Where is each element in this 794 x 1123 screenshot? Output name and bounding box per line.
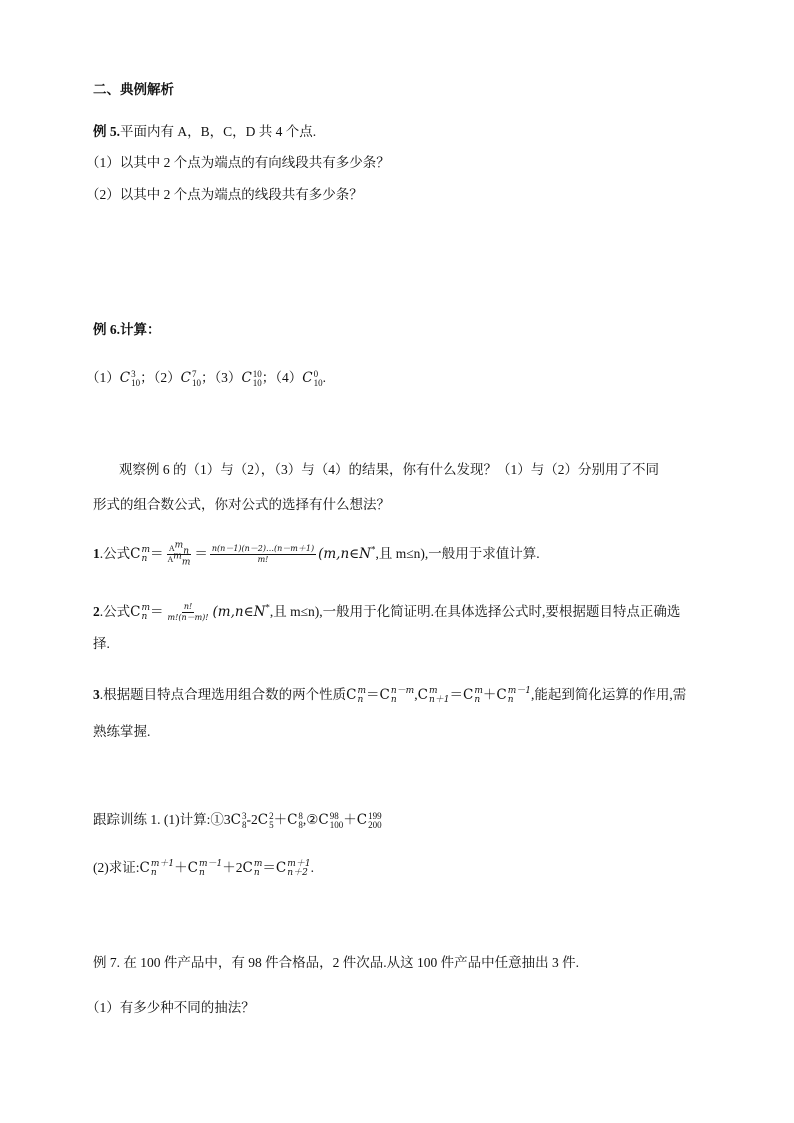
example6-item-top: 10 — [252, 368, 262, 379]
example5-label: 例 5. — [93, 124, 120, 139]
two: 2 — [302, 867, 308, 878]
n: n — [428, 694, 435, 705]
example6-item-prefix: （4） — [275, 370, 303, 385]
point3-number: 3 — [93, 687, 100, 702]
plus: ＋ — [293, 867, 303, 878]
example6-label: 例 6.计算： — [93, 322, 161, 337]
example6-item-suffix: ； — [200, 370, 215, 385]
c-symbol: C — [496, 687, 507, 703]
sup-2: 2 — [269, 810, 274, 821]
example5-q1: （1）以其中 2 个点为端点的有向线段共有多少条？ — [86, 155, 390, 170]
sup-98: 98 — [329, 810, 339, 821]
example6-item-bottom: 10 — [252, 377, 262, 388]
point1-cond2: ,且 m≤n), — [375, 546, 429, 561]
star-sup: * — [265, 602, 270, 613]
point1 — [93, 541, 540, 567]
c-symbol: C — [187, 860, 198, 876]
sup-m: m — [141, 544, 151, 555]
period: . — [310, 860, 314, 875]
c-symbol: C — [119, 370, 131, 386]
sup-199: 199 — [368, 810, 382, 821]
example6-item-suffix: ； — [140, 370, 154, 385]
frac1-den: A — [167, 555, 174, 565]
frac2-num: n(n－1)(n－2)…(n－m＋1) — [211, 544, 315, 554]
example6-item — [275, 368, 326, 388]
example5-statement — [93, 122, 316, 142]
example6-item-top: 3 — [131, 368, 136, 379]
example6-items — [86, 368, 326, 388]
sub-n: n — [253, 867, 260, 878]
example7-text: 例 7. 在 100 件产品中，有 98 件合格品，2 件次品.从这 100 件产品中任意抽出 3 件. — [93, 955, 579, 970]
example6-item — [86, 368, 154, 388]
one: 1 — [443, 694, 450, 705]
m: m — [405, 685, 415, 696]
sup-m: m — [253, 858, 263, 869]
example6-item-bottom: 10 — [191, 377, 201, 388]
frac-num: n! — [183, 602, 193, 612]
section-title: 二、典例解析 — [93, 82, 174, 97]
m: m — [198, 858, 208, 869]
point3 — [93, 683, 686, 707]
plus: ＋ — [482, 687, 497, 702]
sup-m: m — [357, 685, 367, 696]
c-symbol: C — [242, 860, 253, 876]
sub-n: n — [198, 867, 205, 878]
c-symbol: C — [462, 687, 474, 703]
sup-3: 3 — [241, 810, 247, 821]
one: 1 — [216, 858, 223, 869]
example6-item-suffix: ； — [261, 370, 276, 385]
plus: ＋ — [174, 860, 188, 875]
example6-item-bottom: 10 — [131, 377, 141, 388]
practice-part1 — [93, 808, 382, 832]
sub-n: n — [390, 694, 397, 705]
point1-number: 1 — [93, 546, 100, 561]
point2-text: 一般用于化简证明.在具体选择公式时,要根据题目特点正确选 — [322, 604, 681, 619]
plus: ＋ — [434, 694, 444, 705]
sub-n-plus-2 — [287, 869, 310, 878]
sub-n: n — [150, 867, 157, 878]
point3-text: .根据题目特点合理选用组合数的两个性质 — [99, 687, 347, 702]
frac1-num-sup: m — [174, 540, 184, 551]
point1-cond: (m,n∈N — [318, 546, 371, 562]
c-symbol: C — [241, 370, 252, 386]
c-symbol: C — [379, 687, 390, 703]
example6-item-top: 7 — [191, 368, 197, 379]
equals-sign: ＝ — [449, 687, 463, 702]
example5-q2: （2）以其中 2 个点为端点的线段共有多少条？ — [86, 187, 363, 202]
fraction-a-over-a — [166, 540, 193, 568]
c-symbol: C — [417, 687, 428, 703]
sub-n: n — [141, 611, 148, 622]
fraction-factorial — [166, 602, 211, 623]
comma: , — [414, 687, 418, 702]
equals-sign: ＝ — [366, 687, 380, 702]
n: n — [287, 867, 294, 878]
practice-part2 — [93, 856, 314, 880]
plus: ＋ — [159, 858, 169, 869]
equals-sign: ＝ — [150, 604, 164, 619]
minus-2: -2 — [246, 812, 258, 827]
minus: － — [516, 685, 526, 696]
equals-sign: ＝ — [262, 860, 276, 875]
equals-sign: ＝ — [150, 546, 164, 561]
c-symbol: C — [180, 370, 191, 386]
plus: ＋ — [273, 812, 288, 827]
equals-sign: ＝ — [194, 546, 208, 561]
frac2-den: m! — [257, 555, 269, 565]
point1-text: 一般用于求值计算. — [428, 546, 540, 561]
c-symbol: C — [230, 812, 241, 828]
c-symbol: C — [302, 370, 313, 386]
one: 1 — [304, 858, 311, 869]
frac1-den-sub: m — [181, 558, 191, 568]
sup-m: m — [428, 685, 438, 696]
sup-8: 8 — [298, 810, 303, 821]
point2-line2: 择. — [93, 636, 110, 651]
combination-symbol: C — [130, 604, 141, 620]
sub-8: 8 — [241, 819, 247, 830]
point2-number: 2 — [93, 604, 100, 619]
c-symbol: C — [257, 812, 269, 828]
one: 1 — [168, 858, 175, 869]
c-symbol: C — [346, 687, 357, 703]
c-symbol: C — [356, 812, 368, 828]
point2 — [93, 599, 680, 625]
example6-item-prefix: （3） — [214, 370, 242, 385]
star-sup: * — [370, 544, 376, 555]
sub-8: 8 — [298, 819, 303, 830]
plus: ＋ — [222, 860, 236, 875]
plus: ＋ — [343, 812, 357, 827]
example6-item-bottom: 10 — [313, 377, 323, 388]
example7-q1: （1）有多少种不同的抽法？ — [86, 1000, 255, 1015]
example6-item-prefix: （2） — [153, 370, 181, 385]
example6-item-top: 0 — [313, 368, 319, 379]
minus: － — [207, 858, 217, 869]
point2-lead: .公式 — [99, 604, 131, 619]
c-symbol: C — [139, 860, 150, 876]
sub-200: 200 — [368, 819, 382, 830]
example6-item — [153, 368, 215, 388]
c-symbol: C — [318, 812, 329, 828]
example5-text: 平面内有 A，B，C，D 共 4 个点. — [120, 124, 317, 139]
n: n — [390, 685, 397, 696]
two: 2 — [235, 860, 243, 875]
c-symbol: C — [275, 860, 287, 876]
combination-symbol: C — [130, 546, 141, 562]
sub-n-plus-1 — [429, 696, 450, 705]
point3-text-after: ,能起到简化运算的作用,需 — [531, 687, 687, 702]
point2-cond: (m,n∈N — [212, 604, 266, 620]
m: m — [507, 685, 517, 696]
example6-item-suffix: . — [322, 370, 326, 385]
sub-n: n — [507, 694, 514, 705]
fraction-product-over-m — [210, 544, 316, 565]
sub-5: 5 — [269, 819, 274, 830]
sub-n: n — [474, 694, 481, 705]
frac1-den-sup: m — [173, 551, 182, 562]
point2-cond2: ,且 m≤n), — [269, 604, 323, 619]
comma-circle2: ,② — [302, 812, 319, 827]
c-symbol: C — [287, 812, 298, 828]
observe-line2: 形式的组合数公式，你对公式的选择有什么想法？ — [93, 497, 390, 512]
observe-line1: 观察例 6 的（1）与（2），（3）与（4）的结果，你有什么发现？（1）与（2）分别用了不同 — [119, 462, 659, 477]
frac-den: m!(n－m)! — [167, 613, 209, 623]
practice-p2-lead: (2)求证: — [93, 860, 140, 875]
example6-item — [214, 368, 276, 388]
sup-m: m — [474, 685, 483, 696]
point3-line2: 熟练掌握. — [93, 724, 151, 739]
plus: ＋ — [295, 858, 305, 869]
sub-n: n — [141, 553, 148, 564]
practice-p1-lead: 跟踪训练 1. (1)计算:①3 — [93, 812, 231, 827]
example6-item-prefix: （1） — [86, 370, 120, 385]
frac1-num: A — [168, 544, 175, 554]
minus: － — [396, 685, 406, 696]
sub-100: 100 — [329, 819, 344, 830]
point1-lead: .公式 — [99, 546, 131, 561]
frac1-num-sub: n — [183, 547, 190, 557]
sup-m: m — [141, 602, 151, 613]
one: 1 — [525, 685, 532, 696]
m: m — [287, 858, 296, 869]
sub-n: n — [357, 694, 364, 705]
m: m — [150, 858, 160, 869]
